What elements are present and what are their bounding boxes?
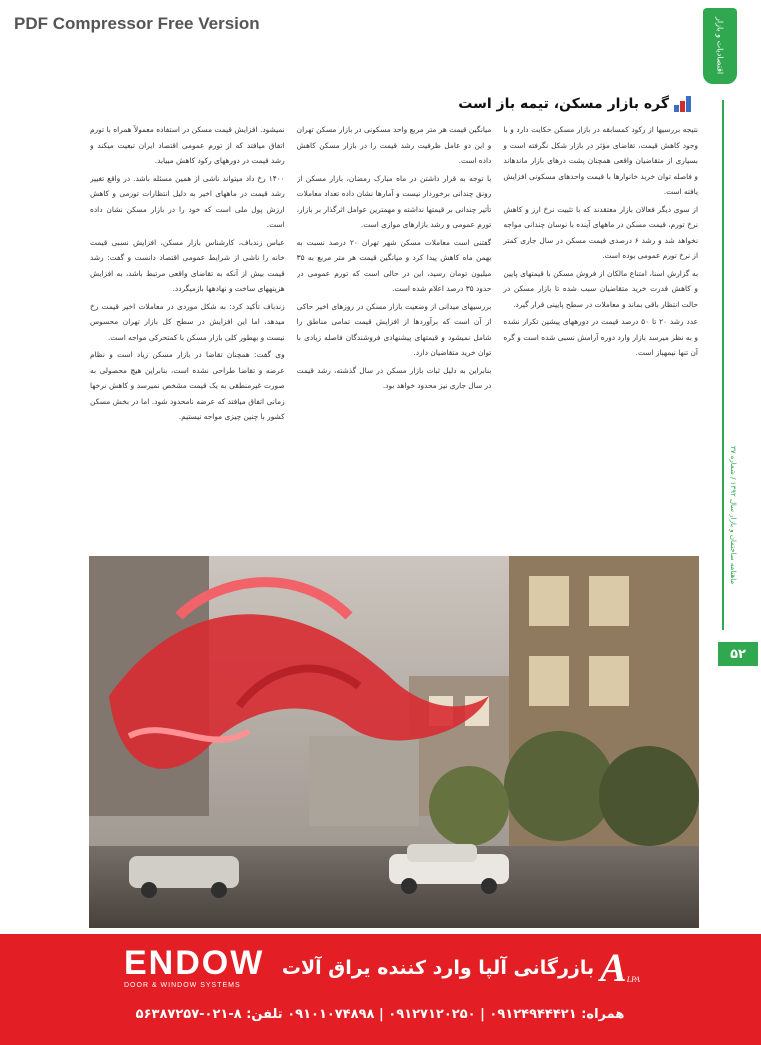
bar-chart-icon xyxy=(675,96,691,112)
paragraph: با توجه به قرار داشتن در ماه مبارک رمضان، بازار مسکن از رونق چندانی برخوردار نیست و آمارها نشان داده تعداد معاملات تأثیر چندانی بر قیمتها نداشته و مهمترین عوامل اثرگذار بر بازار، تورم عمومی و رشد بازارهای موازی است. xyxy=(296,173,492,229)
article-header xyxy=(458,96,691,112)
contact-phones: همراه: ۰۹۱۲۴۹۴۴۴۲۱ | ۰۹۱۲۷۱۲۰۲۵۰ | ۰۹۱۰۱۰۷۴۸۹۸ تلفن: ۸-۰۲۱-۵۶۳۸۷۲۵۷ xyxy=(135,1006,625,1022)
section-tab xyxy=(703,8,737,84)
company-name: بازرگانی آلپا وارد کننده یراق آلات xyxy=(281,957,595,979)
article-photo xyxy=(89,556,699,928)
street-photo-illustration xyxy=(89,556,699,928)
paragraph: وی گفت: همچنان تقاضا در بازار مسکن زیاد است و نظام عرضه و تقاضا طراحی نشده است، بنابراین هیچ محصولی به صورت غیرمنطقی به یک قیمت مشخص نمیرسد و کاهش نرخها زمانی اتفاق میافتد که عرضه نامحدود شود. اما در بخش مسکن کشور با چنین چیزی مواجه نیستیم. xyxy=(89,350,285,421)
section-tab-label: اقتصادیات و بازار xyxy=(715,17,725,75)
paragraph: زندباف تأکید کرد: به شکل موردی در معاملات اخیر قیمت رخ میدهد، اما این افزایش در سطح کل بازار تهران محسوس نیست و بهطور کلی بازار مسکن با کمتحرکی مواجه است. xyxy=(89,301,285,342)
paragraph: ۱۴۰۰ رخ داد میتواند ناشی از همین مسئله باشد. در واقع تغییر رشد قیمت در ماههای اخیر به دلیل انتظارات تورمی و کاهش ارزش پول ملی است که خود را در بازار مسکن نشان داده است. xyxy=(89,173,285,229)
paragraph: نمیشود. افزایش قیمت مسکن در استفاده معمولاً همراه با تورم اتفاق میافتد که از تورم عمومی اقتصاد ایران تبعیت میکند و رشد قیمت در دورههای رکود کاهش مییابد. xyxy=(89,125,285,165)
article-column-1 xyxy=(503,122,698,548)
issue-meta xyxy=(726,400,740,630)
advertisement-banner xyxy=(0,934,761,1045)
alpa-logo-letter: A xyxy=(600,945,627,990)
paragraph: نتیجه بررسیها از رکود کمسابقه در بازار مسکن حکایت دارد و با وجود کاهش قیمت، تقاضای مؤثر در بازار شکل نگرفته است و بسیاری از متقاضیان واقعی همچنان پشت درهای بازار ماندهاند و فاصله توان خرید خانوارها با قیمت واحدهای مسکونی افزایش یافته است. xyxy=(503,125,698,196)
paragraph: میانگین قیمت هر متر مربع واحد مسکونی در بازار مسکن تهران و این دو عامل ظرفیت رشد قیمت را در بازار مسکن کاهش داده است. xyxy=(296,125,492,165)
side-divider xyxy=(722,100,724,630)
paragraph: بنابراین به دلیل ثبات بازار مسکن در سال گذشته، رشد قیمت در سال جاری نیز محدود خواهد بود. xyxy=(296,365,492,390)
issue-meta-text: ماهنامه ساختمان و بازار سال ۱۳۹۲ / شماره ۳۷ xyxy=(729,445,737,585)
paragraph: عباس زندباف، کارشناس بازار مسکن، افزایش نسبی قیمت خانه را ناشی از شرایط عمومی اقتصاد دانست و گفت: رشد قیمت بیش از آنکه به تقاضای واقعی مرتبط باشد، به افزایش هزینههای ساخت و نهادهها بازمیگردد. xyxy=(89,237,285,293)
brand-name: ENDOW xyxy=(124,944,265,982)
brand-tagline: DOOR & WINDOW SYSTEMS xyxy=(124,982,241,989)
article-column-3 xyxy=(90,122,285,548)
paragraph: بررسیهای میدانی از وضعیت بازار مسکن در روزهای اخیر حاکی از آن است که برآوردها از افزایش قیمت تمامی مناطق را شامل نمیشود و قیمتهای پیشنهادی فروشندگان فاصله زیادی با توان خرید متقاضیان دارد. xyxy=(296,301,492,357)
alpa-logo-text: LPA xyxy=(626,975,640,984)
endow-logo xyxy=(124,944,274,996)
paragraph: به گزارش اسنا، امتناع مالکان از فروش مسکن با قیمتهای پایین و کاهش قدرت خرید متقاضیان سبب شده تا بازار مسکن در حالت انتظار باقی بماند و معاملات در سطح پایینی قرار گیرد. xyxy=(503,268,698,309)
page-number: ۵۲ xyxy=(718,642,758,666)
paragraph: گفتنی است معاملات مسکن شهر تهران ۲۰ درصد نسبت به بهمن ماه کاهش پیدا کرد و میانگین قیمت هر متر مربع به ۳۵ میلیون تومان رسید، این در حالی است که تورم عمومی در حدود ۳۵ درصد اعلام شده است. xyxy=(296,237,492,293)
watermark-text: PDF Compressor Free Version xyxy=(14,14,260,33)
article-title: گره بازار مسکن، تیمه باز است xyxy=(458,96,669,112)
article-body xyxy=(90,122,698,548)
paragraph: عدد رشد ۲۰ تا ۵۰ درصد قیمت در دورههای پیشین تکرار نشده و به نظر میرسد بازار وارد دوره آرامش نسبی شده است و گره آن تنها نیمهباز است. xyxy=(503,317,698,357)
alpa-logo xyxy=(600,942,660,990)
paragraph: از سوی دیگر فعالان بازار معتقدند که با تثبیت نرخ ارز و کاهش نرخ تورم، قیمت مسکن در ماههای آینده با نوسان چندانی مواجه نخواهد شد و رشد ۶ درصدی قیمت مسکن در سال جاری کمتر از نرخ تورم عمومی بوده است. xyxy=(503,204,698,260)
article-column-2 xyxy=(297,122,492,548)
